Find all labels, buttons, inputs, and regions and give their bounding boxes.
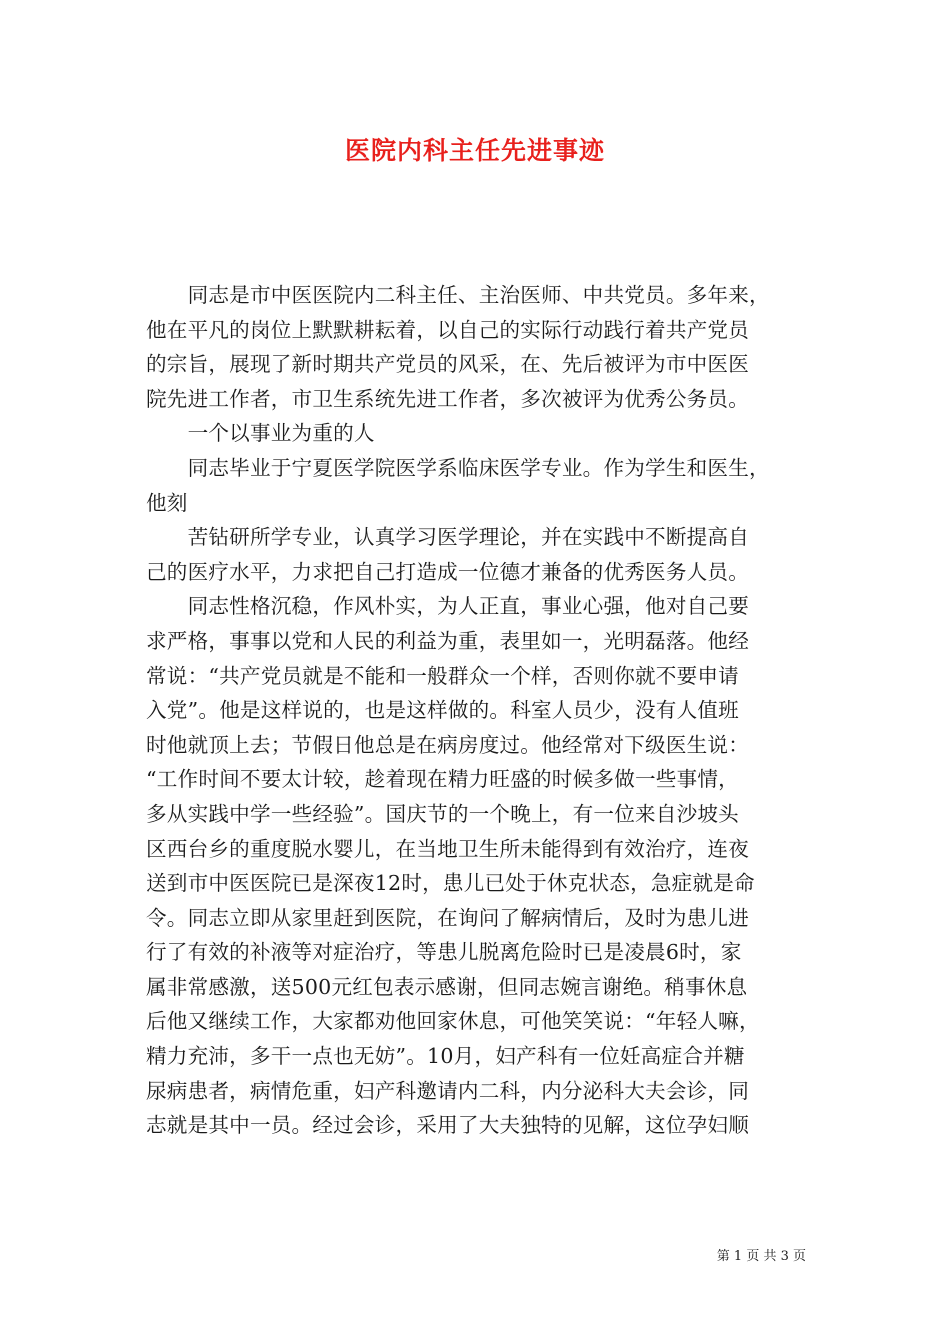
body-text	[146, 278, 814, 1143]
text-line: “工作时间不要太计较，趁着现在精力旺盛的时候多做一些事情，	[146, 767, 739, 792]
text-line: 多从实践中学一些经验”。国庆节的一个晚上，有一位来自沙坡头	[146, 801, 739, 826]
text-line: 时他就顶上去；节假日他总是在病房度过。他经常对下级医生说：	[146, 732, 750, 757]
text-line: 志就是其中一员。经过会诊，采用了大夫独特的见解，这位孕妇顺	[146, 1113, 750, 1138]
text-line: 他在平凡的岗位上默默耕耘着，以自己的实际行动践行着共产党员	[146, 317, 750, 342]
text-line: 同志毕业于宁夏医学院医学系临床医学专业。作为学生和医生，	[146, 455, 770, 480]
text-line: 常说：“共产党员就是不能和一般群众一个样，否则你就不要申请	[146, 663, 739, 688]
text-line: 区西台乡的重度脱水婴儿，在当地卫生所未能得到有效治疗，连夜	[146, 836, 750, 861]
text-line: 精力充沛，多干一点也无妨”。10月，妇产科有一位妊高症合并糖	[146, 1044, 745, 1069]
text-line: 后他又继续工作，大家都劝他回家休息，可他笑笑说：“年轻人嘛，	[146, 1009, 760, 1034]
text-line: 尿病患者，病情危重，妇产科邀请内二科，内分泌科大夫会诊，同	[146, 1078, 750, 1103]
section-heading: 一个以事业为重的人	[146, 421, 375, 446]
text-line: 的宗旨，展现了新时期共产党员的风采，在、先后被评为市中医医	[146, 352, 750, 377]
text-line: 送到市中医医院已是深夜12时，患儿已处于休克状态，急症就是命	[146, 871, 755, 896]
text-line: 入党”。他是这样说的，也是这样做的。科室人员少，没有人值班	[146, 698, 739, 723]
text-line: 行了有效的补液等对症治疗，等患儿脱离危险时已是凌晨6时，家	[146, 940, 742, 965]
text-line: 己的医疗水平，力求把自己打造成一位德才兼备的优秀医务人员。	[146, 559, 750, 584]
text-line: 令。同志立即从家里赶到医院，在询问了解病情后，及时为患儿进	[146, 905, 750, 930]
text-line: 同志性格沉稳，作风朴实，为人正直，事业心强，他对自己要	[146, 594, 750, 619]
text-line: 求严格，事事以党和人民的利益为重，表里如一，光明磊落。他经	[146, 628, 750, 653]
text-line: 他刻	[146, 490, 188, 515]
text-line: 苦钻研所学专业，认真学习医学理论，并在实践中不断提高自	[146, 525, 750, 550]
text-line: 同志是市中医医院内二科主任、主治医师、中共党员。多年来，	[146, 283, 770, 307]
text-line: 院先进工作者，市卫生系统先进工作者，多次被评为优秀公务员。	[146, 386, 750, 411]
text-line: 属非常感激，送500元红包表示感谢，但同志婉言谢绝。稍事休息	[146, 974, 748, 999]
page-title: 医院内科主任先进事迹	[344, 136, 605, 165]
page-number: 第 1 页 共 3 页	[716, 1249, 806, 1264]
